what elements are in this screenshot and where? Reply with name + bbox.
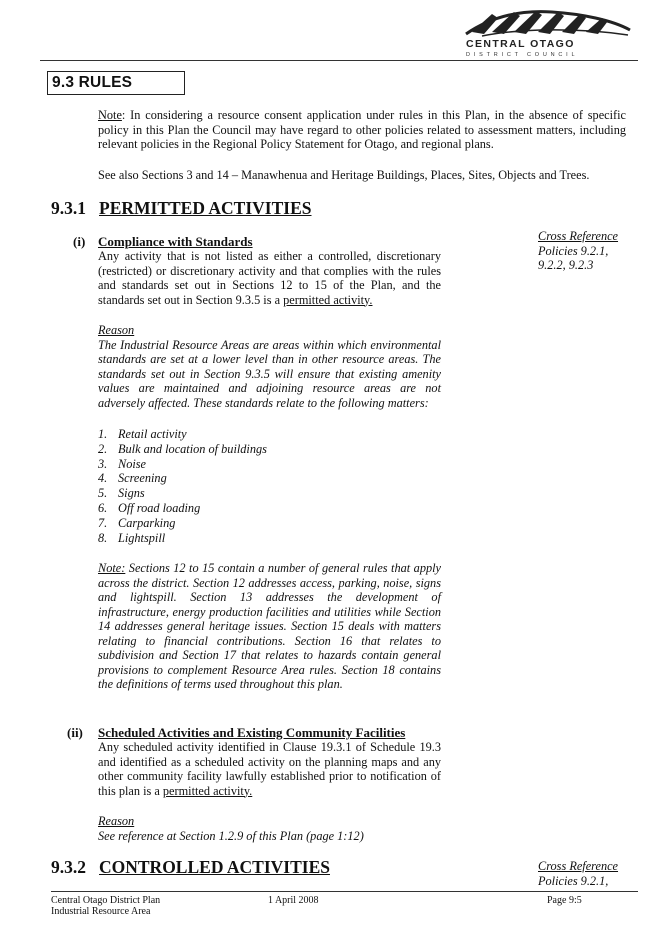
matters-list-item	[98, 427, 267, 442]
council-logo	[462, 8, 632, 60]
item-ii-title: Scheduled Activities and Existing Community Facilities	[98, 725, 406, 740]
matter-number: 7.	[98, 515, 108, 530]
note-general-rules	[98, 561, 441, 692]
matters-list	[98, 427, 267, 545]
logo-text-sub: DISTRICT COUNCIL	[466, 52, 579, 58]
reason-text: The Industrial Resource Areas are areas within which environmental standards are set at a lower level than in other resource areas. The standards set out in Section 9.3.5 will ensure that existing amenity values are maintained and adjoining resource areas are not adversely affected. These standards relate to the following matters:	[98, 337, 441, 410]
footer-page-number: Page 9:5	[547, 895, 582, 906]
note2-text: Sections 12 to 15 contain a number of general rules that apply across the district. Section 12 addresses access, parking, noise, signs and lightspill. Section 13 addresses the development of infrastructure, energy production facilities and utilities while Section 14 addresses general heritage issues. Section 15 deals with matters relating to financial contributions. Section 16 that relates to subdivision and Section 17 that relates to hazards contain general provisions to complement Resource Area rules. Section 18 contains the definitions of terms used throughout this plan.	[98, 561, 441, 691]
matter-number: 3.	[98, 456, 108, 471]
controlled-xref-line1: Policies 9.2.1,	[538, 873, 609, 888]
matters-list-item	[98, 471, 267, 486]
section-title-box	[47, 71, 185, 95]
matter-number: 1.	[98, 427, 108, 441]
matter-number: 8.	[98, 530, 108, 545]
controlled-heading-title: CONTROLLED ACTIVITIES	[99, 857, 330, 877]
footer-rule	[51, 891, 638, 892]
intro-note-label: Note	[98, 108, 122, 122]
reason-label: Reason	[98, 323, 135, 337]
logo-text-main: CENTRAL OTAGO	[466, 38, 575, 50]
matter-number: 4.	[98, 471, 108, 486]
matter-text: Noise	[118, 456, 147, 471]
item-i-body: Any activity that is not listed as either a controlled, discretionary (restricted) or discretionary activity and that complies with the rules and standards set out in Sections 12 to 15 of the Plan, and the standards set out in Section 9.3.5 is a permitted activity.	[98, 249, 441, 307]
matter-number: 6.	[98, 500, 108, 515]
matter-text: Carparking	[118, 515, 176, 530]
matters-list-item	[98, 442, 267, 457]
item-i-title: Compliance with Standards	[98, 234, 253, 249]
controlled-heading-number: 9.3.2	[51, 857, 86, 877]
footer-date: 1 April 2008	[268, 895, 319, 906]
matters-list-item	[98, 516, 267, 531]
matter-number: 5.	[98, 486, 108, 501]
permitted-heading-number: 9.3.1	[51, 198, 86, 218]
matters-list-item	[98, 486, 267, 501]
matter-text: Signs	[118, 486, 145, 501]
item-ii-reason-text: See reference at Section 1.2.9 of this Plan (page 1:12)	[98, 828, 364, 843]
matters-list-item	[98, 457, 267, 472]
cross-reference-line2: 9.2.2, 9.2.3	[538, 258, 594, 272]
matters-list-item	[98, 501, 267, 516]
matter-text: Retail activity	[118, 427, 187, 441]
footer-area-name: Industrial Resource Area	[51, 906, 151, 917]
matter-text: Bulk and location of buildings	[118, 441, 267, 456]
matter-text: Lightspill	[118, 530, 166, 545]
item-i-number: (i)	[73, 234, 86, 249]
item-i-link: permitted activity.	[283, 292, 373, 307]
section-title: 9.3 RULES	[52, 74, 133, 91]
hills-logo-icon	[462, 8, 632, 38]
matter-text: Off road loading	[118, 500, 201, 515]
cross-reference-line1: Policies 9.2.1,	[538, 243, 609, 258]
cross-reference-label: Cross Reference	[538, 229, 619, 243]
intro-note	[98, 108, 626, 152]
controlled-cross-reference	[538, 859, 638, 888]
header-rule	[40, 60, 638, 61]
intro-see-also: See also Sections 3 and 14 – Manawhenua and Heritage Buildings, Places, Sites, Objects and Trees.	[98, 168, 590, 182]
permitted-heading	[51, 198, 312, 219]
matter-number: 2.	[98, 441, 108, 456]
footer-plan-name: Central Otago District Plan	[51, 895, 161, 906]
permitted-heading-title: PERMITTED ACTIVITIES	[99, 198, 312, 218]
controlled-heading	[51, 857, 330, 878]
item-ii-reason	[98, 814, 441, 843]
item-ii-number: (ii)	[67, 725, 83, 740]
reason-block	[98, 323, 441, 410]
note2-label: Note:	[98, 561, 126, 575]
controlled-xref-label: Cross Reference	[538, 859, 619, 873]
item-ii-body: Any scheduled activity identified in Clause 19.3.1 of Schedule 19.3 and identified as a scheduled activity on the planning maps and any other community facility lawfully established prior to notification of this plan is a permitted activity.	[98, 740, 441, 798]
item-ii-link: permitted activity.	[162, 783, 253, 798]
matter-text: Screening	[118, 471, 167, 486]
footer-left	[51, 895, 160, 917]
permitted-cross-reference	[538, 229, 638, 273]
intro-note-text: : In considering a resource consent application under rules in this Plan, in the absence of specific policy in this Plan the Council may have regard to other policies related to assessment matters, including relevant policies in the Regional Policy Statement for Otago, and regional plans.	[98, 108, 626, 151]
item-ii-reason-label: Reason	[98, 814, 135, 828]
matters-list-item	[98, 531, 267, 546]
